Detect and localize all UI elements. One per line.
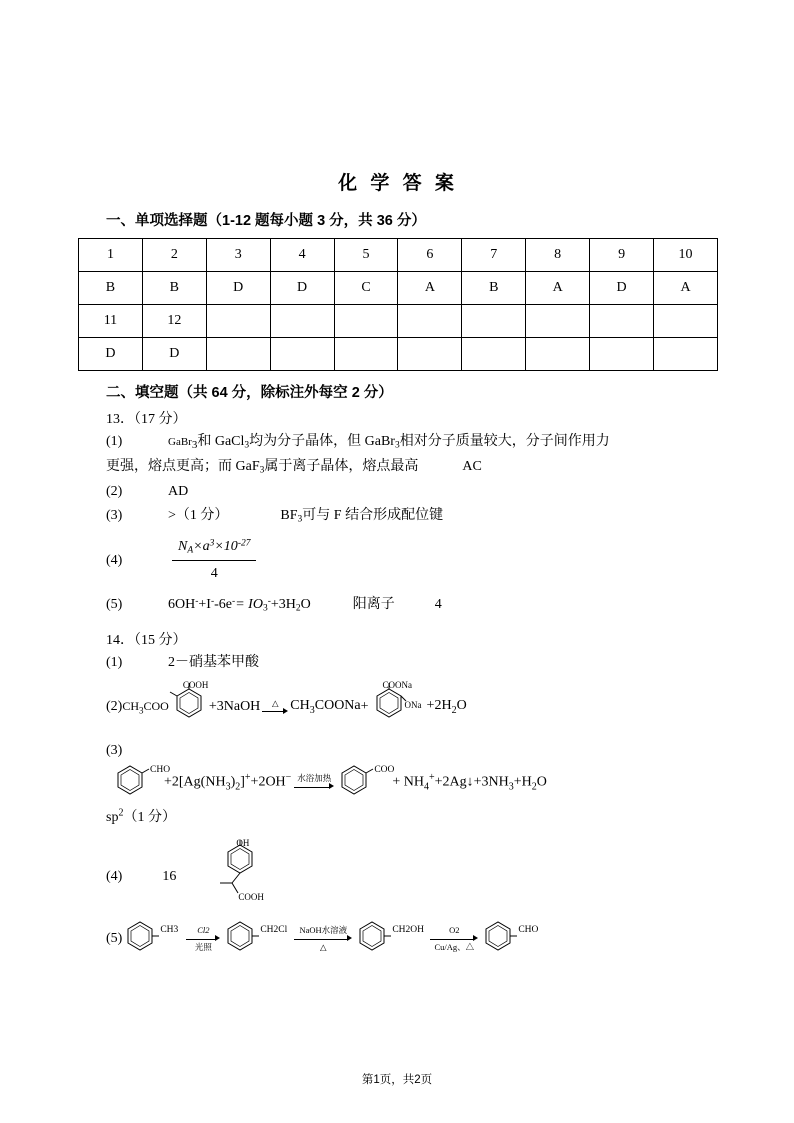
fraction-expression: $\frac{N_A\times a^3\times 10^{-27}}{4}$ — [172, 535, 256, 587]
cell — [398, 305, 462, 338]
cell — [334, 305, 398, 338]
section-heading-fill: 二、填空题（共 64 分，除标注外每空 2 分） — [106, 385, 393, 401]
q14-item-3 — [78, 763, 718, 802]
reaction-arrow-3: O2 Cu/Ag、△ — [430, 926, 478, 952]
benzene-ring-benzyl-chloride — [222, 919, 292, 958]
cell — [526, 305, 590, 338]
reaction-middle: +3NaOH — [208, 699, 261, 714]
document-content — [78, 168, 718, 958]
cell: A — [654, 272, 718, 305]
cell: A — [398, 272, 462, 305]
cell: A — [526, 272, 590, 305]
cell: D — [142, 338, 206, 371]
section-heading-choice: 一、单项选择题（1-12 题每小题 3 分，共 36 分） — [106, 213, 426, 229]
q13-item-4 — [78, 535, 718, 587]
page-footer: 第1页，共2页 — [361, 1074, 433, 1086]
answer-four: 4 — [434, 596, 442, 612]
cell — [462, 338, 526, 371]
cell — [270, 305, 334, 338]
ring-substituent-label: CH2Cl — [260, 925, 288, 936]
table-row — [79, 338, 718, 371]
ring-substituent-label: COO — [374, 765, 395, 775]
answer-name: 2－硝基苯甲酸 — [168, 655, 259, 670]
cell — [590, 338, 654, 371]
question-13-number: 13．（17 分） — [106, 412, 187, 427]
cell — [654, 338, 718, 371]
reaction-arrow: 水浴加热 — [294, 774, 334, 791]
q13-item-3: (3) >（1 分） $BF_3$可与 F 结合形成配位键 — [78, 504, 718, 529]
reaction-middle: $+2[Ag(NH_3)_2]^++2OH^-$ — [164, 772, 292, 793]
item-label: (4) — [106, 552, 123, 568]
cell: 10 — [654, 239, 718, 272]
ring-substituent-label: CHO — [518, 925, 539, 936]
cell: 3 — [206, 239, 270, 272]
item-label: (1) — [106, 655, 123, 670]
table-row — [79, 239, 718, 272]
answer-ad: AD — [168, 483, 189, 499]
q14-item-2 — [78, 679, 718, 733]
q14-item-3-note — [78, 804, 718, 830]
item-label: (3) — [106, 508, 123, 523]
benzene-ring-benzyl-alcohol — [354, 919, 428, 958]
benzene-ring-with-cho — [112, 763, 171, 802]
cell — [206, 305, 270, 338]
item-label: (5) — [106, 596, 123, 612]
cell: 9 — [590, 239, 654, 272]
product-water: $+2H_2O$ — [426, 698, 467, 716]
question-14-number: 14．（15 分） — [106, 633, 187, 648]
cell: D — [79, 338, 143, 371]
q14-item-4 — [78, 840, 718, 913]
ring-substituent-label-right: ONa — [404, 699, 422, 710]
item-label: (4) — [106, 868, 123, 884]
product-ch3coona: $CH_3COONa$ — [290, 698, 361, 716]
cell: 4 — [270, 239, 334, 272]
benzene-ring-toluene — [122, 919, 184, 958]
cell — [334, 338, 398, 371]
cell: 1 — [79, 239, 143, 272]
cell: 8 — [526, 239, 590, 272]
cell — [654, 305, 718, 338]
cell: B — [79, 272, 143, 305]
answer-ac: AC — [462, 459, 482, 474]
item-label: (5) — [106, 930, 123, 946]
structure-label-oh: OH — [236, 838, 250, 849]
cell — [590, 305, 654, 338]
structure-label-cooh: COOH — [238, 892, 264, 903]
cell: 2 — [142, 239, 206, 272]
benzene-ring-benzaldehyde — [480, 919, 546, 958]
cell: D — [206, 272, 270, 305]
ring-substituent-label-top: COONa — [382, 679, 413, 690]
cell: 7 — [462, 239, 526, 272]
item-label: (3) — [106, 742, 123, 758]
answer-sixteen: 16 — [162, 868, 177, 884]
ring-substituent-label: CH3 — [160, 925, 179, 936]
q13-item-1: (1) GaBr$_3$和 GaCl$_3$均为分子晶体，但 GaBr$_3$相对分子质量较大，分子间作用力 — [78, 430, 718, 455]
benzene-ring-with-cooh — [169, 679, 209, 733]
q13-item-2 — [78, 480, 718, 505]
cell: D — [270, 272, 334, 305]
ring-substituent-label: COOH — [182, 679, 209, 690]
cell: C — [334, 272, 398, 305]
item-label: (1) — [106, 434, 123, 449]
answer-table — [78, 238, 718, 371]
reaction-arrow-2: NaOH水溶液 △ — [294, 926, 352, 952]
chem-text: GaBr — [168, 436, 192, 448]
q13-item-1-line2: 更强，熔点更高；而 GaF$_3$属于离子晶体，熔点最高 AC — [106, 459, 482, 476]
reagent-ch3coo: $CH_3COO$ — [122, 698, 169, 716]
cell — [462, 305, 526, 338]
cell: 6 — [398, 239, 462, 272]
table-row — [79, 305, 718, 338]
item-label: (2) — [106, 483, 123, 499]
q13-item-5: (5) $6OH^-+I^--6e^-= IO_3^-+3H_2O$ 阳离子 4 — [78, 593, 718, 618]
reaction-arrow: △ — [262, 699, 288, 716]
benzene-ring-with-coona — [369, 679, 427, 733]
answer-cation: 阳离子 — [352, 596, 395, 612]
q14-item-3-label — [78, 739, 718, 764]
reaction-arrow-1: Cl2 光照 — [186, 926, 220, 952]
cell — [398, 338, 462, 371]
q14-item-1 — [78, 651, 718, 676]
page-title: 化 学 答 案 — [338, 173, 458, 194]
cell: B — [462, 272, 526, 305]
q14-item-5 — [78, 919, 718, 958]
cell — [270, 338, 334, 371]
item-label: (2) — [106, 699, 123, 714]
ring-substituent-label: CHO — [150, 765, 171, 775]
structure-ibuprofen-like — [202, 840, 280, 913]
cell: 11 — [79, 305, 143, 338]
ring-substituent-label: CH2OH — [392, 925, 424, 936]
cell — [526, 338, 590, 371]
cell: D — [590, 272, 654, 305]
hybridization-note: $sp^2(1$ 分） — [106, 807, 176, 825]
plus-sign: + — [360, 699, 369, 714]
benzene-ring-with-coo — [336, 763, 395, 802]
cell: 5 — [334, 239, 398, 272]
cell: B — [142, 272, 206, 305]
cell — [206, 338, 270, 371]
reaction-tail: + $NH_4^++2Ag↓+3NH_3+H_2O$ — [392, 772, 547, 793]
cell: 12 — [142, 305, 206, 338]
table-row — [79, 272, 718, 305]
